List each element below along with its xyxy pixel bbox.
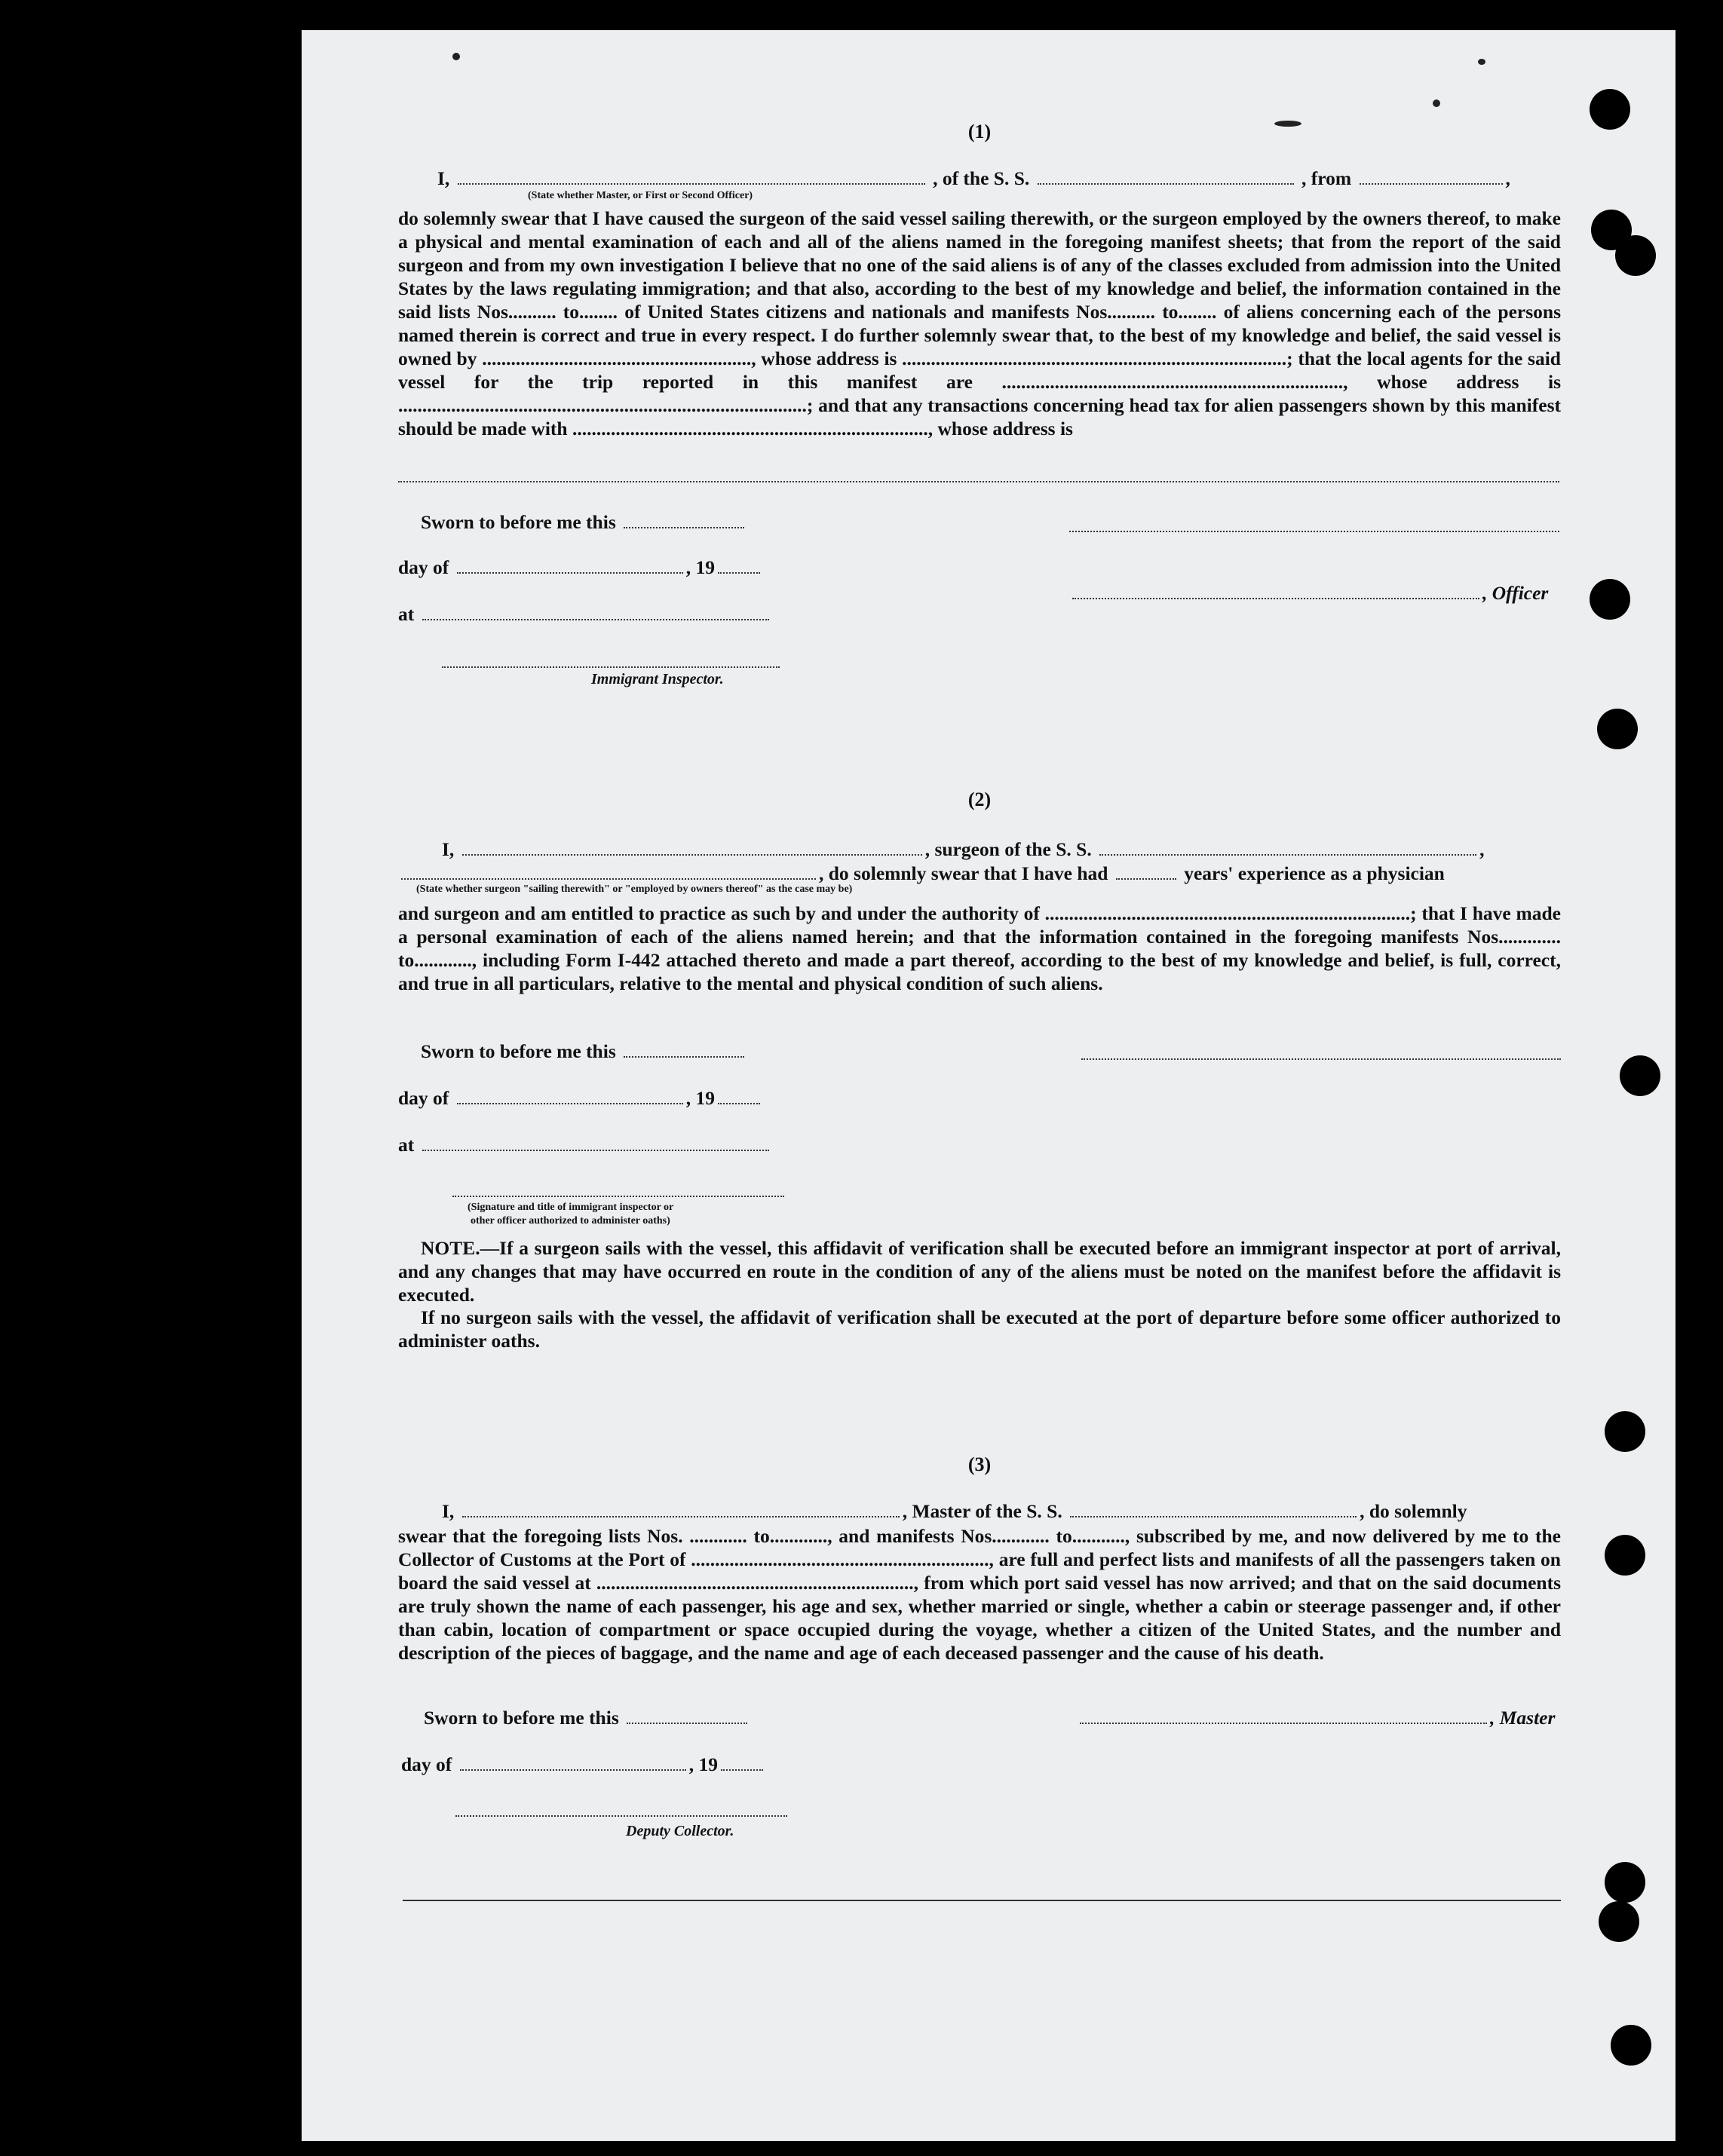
day-line [398, 1087, 763, 1110]
at-line [398, 1134, 772, 1156]
at-field[interactable] [422, 1136, 769, 1151]
affidavit-section-2 [398, 789, 1561, 1361]
surgeon-name-field[interactable] [462, 841, 922, 856]
address-line [398, 481, 1559, 482]
punch-hole [1615, 235, 1656, 276]
verification-note-2: If no surgeon sails with the vessel, the affidavit of verification shall be executed at the port of departure before some officer authorized to administer oaths. [398, 1306, 1561, 1352]
line-end: , [1479, 838, 1485, 860]
punch-hole [1620, 1055, 1660, 1096]
swear-label: , do solemnly [1360, 1500, 1467, 1522]
year-label: , 19 [685, 1087, 715, 1109]
affidavit-body: do solemnly swear that I have caused the surgeon of the said vessel sailing therewith, or the surgeon employed by the owners thereof, to make a physical and mental examination of each and all of the aliens named in the foregoing manifest sheets; that from the report of the said surgeon and from my own investigation I believe that no one of the said aliens is of any of the classes excluded from admission into the United States by the laws regulating immigration; and that also, according to the best of my knowledge and belief, the information contained in the said lists Nos.......... to........ of United States citizens and nationals and manifests Nos.......... to........ of aliens concerning each of the persons named therein is correct and true in every respect. I do further solemnly swear that, to the best of my knowledge and belief, the said vessel is owned by ........................................................, whose address is ................................................................................; that the local agents for the said vessel for the trip reported in this manifest are ......................................................................., whose address is .....................................................................................; and that any transactions concerning head tax for alien passengers shown by this manifest should be made with .........................................................................., whose address is [398, 207, 1561, 439]
day-label: day of [401, 1753, 452, 1775]
intro-label: I, [442, 1500, 455, 1522]
year-field[interactable] [718, 559, 760, 574]
bottom-rule [403, 1900, 1561, 1901]
collector-label: Deputy Collector. [626, 1823, 734, 1839]
line-end: , [1505, 167, 1510, 189]
name-field[interactable] [458, 170, 925, 185]
year-label: , 19 [688, 1753, 718, 1775]
officer-label: , Officer [1482, 582, 1549, 604]
at-field[interactable] [422, 605, 769, 620]
master-label: , Master of the S. S. [902, 1500, 1062, 1522]
at-label: at [398, 603, 415, 625]
section-number: (1) [967, 121, 992, 142]
day-line [401, 1753, 766, 1776]
inspector-signature-line [452, 1196, 784, 1197]
month-field[interactable] [457, 559, 683, 574]
officer-field[interactable] [1072, 584, 1479, 599]
sworn-line [424, 1707, 750, 1729]
speck [1478, 59, 1485, 65]
from-label: , from [1301, 167, 1352, 189]
year-field[interactable] [718, 1089, 760, 1104]
section-number: (2) [967, 789, 992, 810]
intro-label: I, [442, 838, 455, 860]
collector-signature-line [455, 1815, 787, 1817]
day-label: day of [398, 556, 449, 578]
punch-hole [1590, 89, 1630, 130]
year-label: , 19 [685, 556, 715, 578]
years-field[interactable] [1116, 865, 1176, 880]
master-line [442, 1500, 1467, 1523]
at-label: at [398, 1134, 415, 1156]
note-label: NOTE. [421, 1237, 480, 1259]
master-signature-line [1077, 1707, 1555, 1729]
sworn-label: Sworn to before me this [424, 1707, 619, 1729]
affidavit-body: and surgeon and am entitled to practice as such by and under the authority of ............................................................................; that I have made a personal examination of each of the aliens named herein; and that the information contained in the foregoing manifests Nos............. to............, including Form I-442 attached thereto and made a part thereof, according to the best of my knowledge and belief, is full, correct, and true in all particulars, relative to the mental and physical condition of such aliens. [398, 902, 1561, 994]
punch-hole [1605, 1411, 1645, 1452]
sworn-label: Sworn to before me this [421, 1040, 616, 1062]
signer-note-1: (Signature and title of immigrant inspector or [468, 1202, 674, 1213]
speck [452, 53, 460, 60]
inspector-label: Immigrant Inspector. [591, 671, 724, 688]
at-line [398, 603, 772, 626]
affidavit-body: swear that the foregoing lists Nos. ............ to............, and manifests Nos............ to..........., subscribed by me, and now delivered by me to the Collector of Customs at the Port of .............................................................., are full and perfect lists and manifests of all the passengers taken on board the said vessel at .................................................................., from which port said vessel has now arrived; and that on the said documents are truly shown the name of each passenger, his age and sex, whether married or single, whether a cabin or steerage passenger and, if other than cabin, location of compartment or space occupied during the voyage, whether a citizen of the United States, and the number and description of the pieces of baggage, and the name and age of each deceased passenger and the cause of his death. [398, 1525, 1561, 1664]
punch-hole [1605, 1862, 1645, 1903]
punch-hole [1590, 579, 1630, 620]
vessel-field[interactable] [1038, 170, 1294, 185]
signature-line [1081, 1058, 1561, 1060]
surgeon-note: (State whether surgeon "sailing therewith" or "employed by owners thereof" as the case may be) [416, 884, 853, 895]
punch-hole [1597, 709, 1638, 749]
affidavit-section-3 [398, 1453, 1561, 1921]
from-field[interactable] [1360, 170, 1503, 185]
officer-line [1069, 582, 1548, 605]
punch-hole [1599, 1901, 1639, 1942]
surgeon-line [442, 838, 1484, 861]
master-signature-field[interactable] [1080, 1709, 1487, 1724]
years-label: years' experience as a physician [1184, 862, 1445, 884]
month-field[interactable] [457, 1089, 683, 1104]
punch-hole [1611, 2025, 1651, 2066]
vessel-field[interactable] [1099, 841, 1476, 856]
experience-line [398, 862, 1445, 885]
month-field[interactable] [460, 1756, 686, 1771]
sworn-date-field[interactable] [624, 513, 744, 528]
surgeon-label: , surgeon of the S. S. [924, 838, 1092, 860]
swear-label: , do solemnly swear that I have had [819, 862, 1108, 884]
year-field[interactable] [721, 1756, 763, 1771]
intro-label: I, [437, 167, 450, 189]
punch-hole [1605, 1535, 1645, 1576]
master-line [437, 167, 1510, 190]
sworn-line [421, 511, 747, 534]
verification-note [398, 1236, 1561, 1306]
section-number: (3) [967, 1453, 992, 1475]
signature-line [1069, 531, 1559, 532]
affidavit-section-1 [398, 121, 1561, 694]
sworn-date-field[interactable] [624, 1043, 744, 1058]
day-label: day of [398, 1087, 449, 1109]
sworn-label: Sworn to before me this [421, 511, 616, 533]
signer-note-2: other officer authorized to administer oaths) [471, 1215, 670, 1227]
speck [1433, 100, 1440, 107]
vessel-field[interactable] [1070, 1502, 1357, 1517]
inspector-signature-line [442, 666, 780, 668]
sworn-date-field[interactable] [627, 1709, 747, 1724]
officer-note: (State whether Master, or First or Second Officer) [528, 190, 753, 201]
master-name-field[interactable] [462, 1502, 900, 1517]
day-line [398, 556, 763, 579]
vessel-label: , of the S. S. [933, 167, 1030, 189]
employment-field[interactable] [401, 865, 816, 880]
sworn-line [421, 1040, 747, 1063]
note-text: —If a surgeon sails with the vessel, this affidavit of verification shall be executed before an immigrant inspector at port of arrival, and any changes that may have occurred en route in the condition of any of the aliens must be noted on the manifest before the affidavit is executed. [398, 1237, 1561, 1306]
master-signature-label: , Master [1490, 1707, 1556, 1729]
